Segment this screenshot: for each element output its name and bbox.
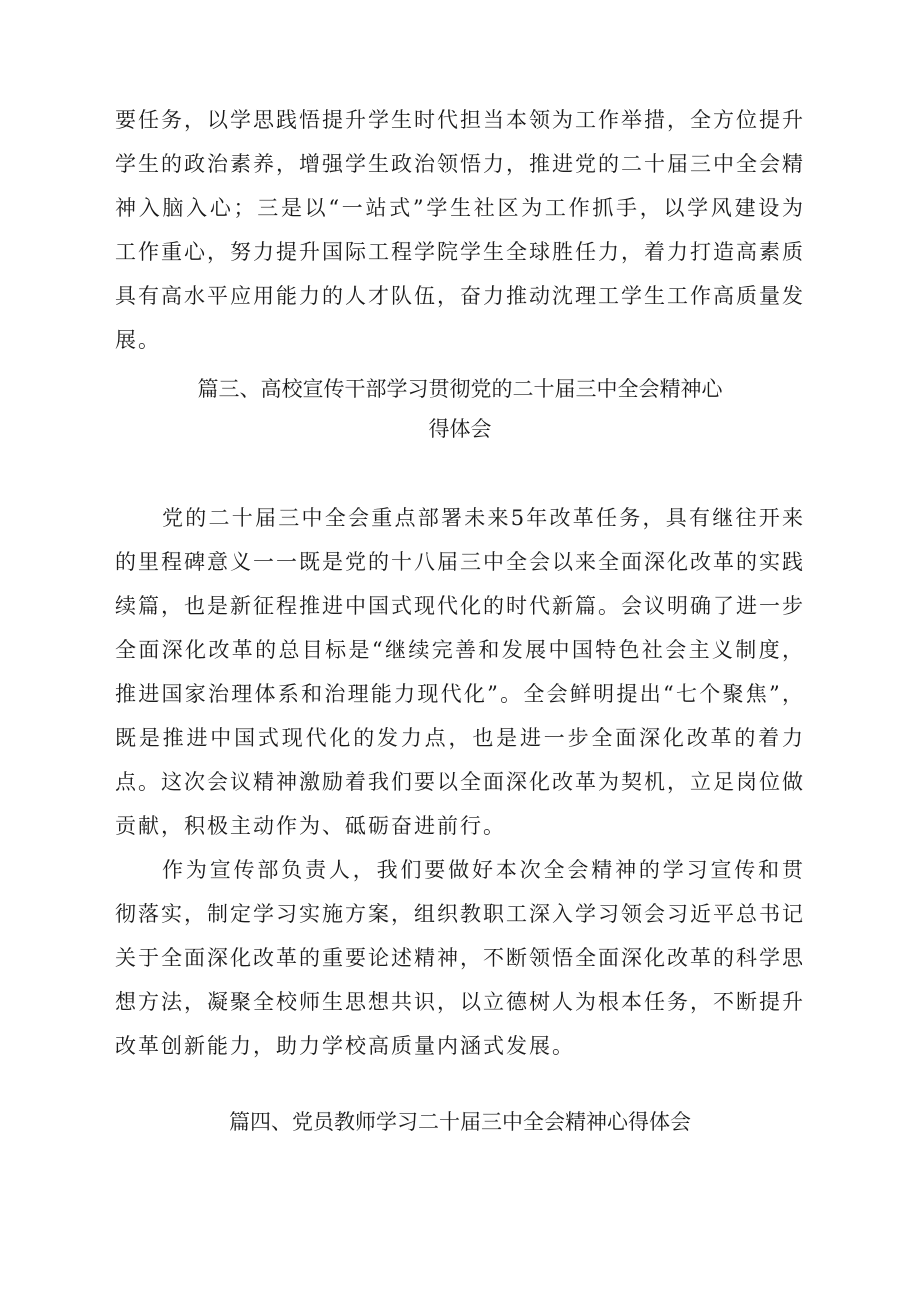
section-4-title: 篇四、党员教师学习二十届三中全会精神心得体会 [229,1110,691,1134]
section-3-paragraph-2: 作为宣传部负责人，我们要做好本次全会精神的学习宣传和贯彻落实，制定学习实施方案，组织教职工深入学习领会习近平总书记关于全面深化改革的重要论述精神，不断领悟全面深化改革的科学思想方法，凝聚全校师生思想共识，以立德树人为根本任务，不断提升改革创新能力，助力学校高质量内涵式发展。 [115,858,805,1058]
section-3-title-line-1: 篇三、高校宣传干部学习贯彻党的二十届三中全会精神心 [197,377,723,401]
section-3-title-line-2: 得体会 [428,417,492,441]
section-3-title [60,369,860,449]
section-3-paragraph-1: 党的二十届三中全会重点部署未来5年改革任务，具有继往开来的里程碑意义一一既是党的十八届三中全会以来全面深化改革的实践续篇，也是新征程推进中国式现代化的时代新篇。会议明确了进一步全面深化改革的总目标是“继续完善和发展中国特色社会主义制度，推进国家治理体系和治理能力现代化”。全会鲜明提出“七个聚焦”，既是推进中国式现代化的发力点，也是进一步全面深化改革的着力点。这次会议精神激励着我们要以全面深化改革为契机，立足岗位做贡献，积极主动作为、砥砺奋进前行。 [115,506,805,838]
continuation-paragraph: 要任务，以学思践悟提升学生时代担当本领为工作举措，全方位提升学生的政治素养，增强学生政治领悟力，推进党的二十届三中全会精神入脑入心；三是以“一站式”学生社区为工作抓手，以学风建设为工作重心，努力提升国际工程学院学生全球胜任力，着力打造高素质具有高水平应用能力的人才队伍，奋力推动沈理工学生工作高质量发展。 [115,108,805,352]
